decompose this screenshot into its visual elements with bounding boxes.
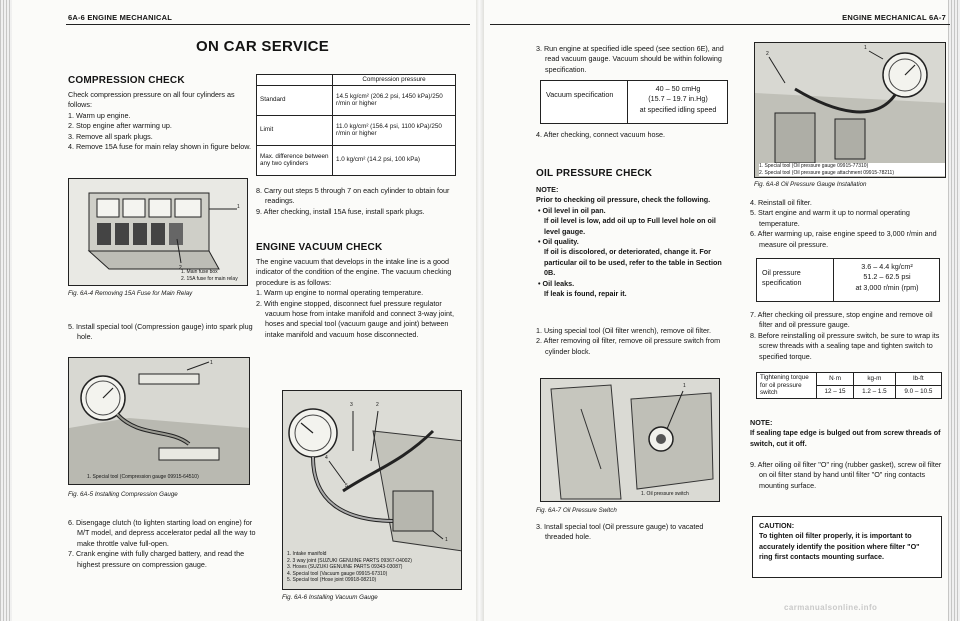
fig6-callout-1: 1 <box>445 537 448 543</box>
fig8-callout-2: 2 <box>766 51 769 57</box>
torque-label: Tightening torque for oil pressure switch <box>757 373 817 399</box>
oil-heading: OIL PRESSURE CHECK <box>536 168 653 179</box>
fig4-legend-item: 1. Main fuse box <box>181 269 218 275</box>
oil-bullet-title: Oil level in oil pan. <box>542 205 606 215</box>
torque-unit: lb-ft <box>895 373 941 386</box>
oil-step-6: 6. After warming up, raise engine speed to 3,000 r/min and measure oil pressure. <box>750 229 937 249</box>
oil-step-9: 9. After oiling oil filter "O" ring (rubber gasket), screw oil filter on oil filter stand by hand until filter "O" ring contacts mounting surface. <box>750 460 942 490</box>
table-row <box>257 85 456 115</box>
oil-bullet-title: Oil quality. <box>542 237 579 247</box>
oil-step-7: 7. After checking oil pressure, stop engine and remove oil filter and oil pressure gauge. <box>750 310 933 330</box>
left-page <box>0 0 476 621</box>
fig7-callout-1: 1 <box>683 383 686 389</box>
vacuum-spec-value: 40 – 50 cmHg <box>655 84 701 93</box>
oil-step-5: 5. Start engine and warm it up to normal operating temperature. <box>750 208 910 228</box>
fig-6a-8-caption: Fig. 6A-8 Oil Pressure Gauge Installation <box>754 181 867 188</box>
oil-note-block <box>536 185 732 299</box>
table-cell-label: Standard <box>257 85 333 115</box>
table-cell-label: Max. difference between any two cylinders <box>257 145 333 175</box>
oil-spec-divider <box>833 259 834 301</box>
vacuum-spec-box <box>540 80 728 124</box>
table-header: Compression pressure <box>333 75 456 86</box>
oil-note-text: Prior to checking oil pressure, check the following. <box>536 195 711 205</box>
left-page-header: 6A-6 ENGINE MECHANICAL <box>68 13 172 22</box>
vacuum-step-2: 2. With engine stopped, disconnect fuel pressure regulator vacuum hose from intake manifold and connect 3-way joint, hoses and special tool (vacuum gauge and joint) between intake manifold and vacuum hose disconnected. <box>256 298 454 339</box>
vacuum-step-3: 3. Run engine at specified idle speed (see section 6E), and read vacuum gauge. Vacuum should be within following specification. <box>536 44 724 74</box>
compression-intro: Check compression pressure on all four cylinders as follows: <box>68 90 235 110</box>
caution-box <box>752 516 942 578</box>
compression-steps-6-7 <box>68 518 258 570</box>
table-row <box>257 115 456 145</box>
table-cell-value: 14.5 kg/cm² (206.2 psi, 1450 kPa)/250 r/min or higher <box>333 85 456 115</box>
oil-spec-value: 51.2 – 62.5 psi <box>863 272 911 282</box>
table-row <box>757 373 942 386</box>
compression-step-5-block <box>68 322 258 343</box>
fig6-legend <box>287 551 459 584</box>
fig-6a-5-compression-gauge <box>68 357 250 485</box>
oil-steps-1-2 <box>536 326 732 357</box>
left-header-rule <box>66 24 470 25</box>
oil-step-4: 4. Reinstall oil filter. <box>750 198 812 207</box>
fig4-callout-1: 1 <box>237 204 240 210</box>
table-cell-value: 11.0 kg/cm² (156.4 psi, 1100 kPa)/250 r/min or higher <box>333 115 456 145</box>
caution-text: To tighten oil filter properly, it is important to accurately identify the position where filter "O" ring first contacts mounting surface. <box>759 531 920 562</box>
oil-step-2: 2. After removing oil filter, remove oil pressure switch from cylinder block. <box>536 336 721 356</box>
fig6-legend-item: 2. 3 way joint (SUZUKI GENUINE PARTS 09367-04002) <box>287 557 412 564</box>
fig8-legend-item: 1. Special tool (Oil pressure gauge 09915-77310) <box>759 163 869 169</box>
fig-6a-7-oil-pressure-switch <box>540 378 720 502</box>
vacuum-step-3-block <box>536 44 732 75</box>
oil-spec-label: Oil pressure specification <box>762 268 802 288</box>
watermark: carmanualsonline.info <box>784 603 878 612</box>
vacuum-step-4-block <box>536 130 732 140</box>
oil-step-3: 3. Install special tool (Oil pressure gauge) to vacated threaded hole. <box>536 522 704 542</box>
fig6-legend-item: 5. Special tool (Hose joint 09918-08210) <box>287 577 377 584</box>
oil-bullet-2: • Oil quality. <box>538 237 579 247</box>
fig-6a-6-vacuum-gauge <box>282 390 462 590</box>
torque-unit: N·m <box>817 373 854 386</box>
fig6-callout-3: 3 <box>350 402 353 408</box>
oil-gauge-illustration <box>755 43 946 178</box>
right-header-rule <box>490 24 950 25</box>
compression-step-8: 8. Carry out steps 5 through 7 on each cylinder to obtain four readings. <box>256 186 450 206</box>
vacuum-spec-values <box>629 84 727 115</box>
fig6-legend-item: 1. Intake manifold <box>287 551 327 557</box>
torque-value: 9.0 – 10.5 <box>895 385 941 398</box>
oil-note-2-text: If sealing tape edge is bulged out from screw threads of switch, cut it off. <box>750 428 941 448</box>
compression-step-3: 3. Remove all spark plugs. <box>68 131 153 141</box>
page-gutter <box>476 0 484 621</box>
compression-heading: COMPRESSION CHECK <box>68 75 185 86</box>
compression-step-2: 2. Stop engine after warming up. <box>68 121 172 131</box>
left-binding-edge <box>0 0 12 621</box>
caution-title: CAUTION: <box>759 521 795 530</box>
fig-6a-8-oil-pressure-gauge <box>754 42 946 178</box>
table-row <box>257 145 456 175</box>
compression-pressure-table <box>256 74 456 176</box>
oil-step-9-block <box>750 460 946 491</box>
oil-note-title: NOTE: <box>536 185 559 194</box>
compression-step-6: 6. Disengage clutch (to lighten starting load on engine) for M/T model, and depress accelerator pedal all the way to make throttle valve full-open. <box>68 518 256 548</box>
vacuum-spec-divider <box>627 81 628 123</box>
vacuum-step-4: 4. After checking, connect vacuum hose. <box>536 130 666 139</box>
right-binding-edge <box>948 0 960 621</box>
fig4-callout-2: 2 <box>179 265 182 271</box>
oil-pressure-spec-box <box>756 258 940 302</box>
vacuum-spec-value: at specified idling speed <box>639 104 717 114</box>
fig5-legend-item: 1. Special tool (Compression gauge 09915-64510) <box>87 474 199 480</box>
vacuum-intro-block <box>256 257 461 340</box>
oil-bullet-detail: If oil level is low, add oil up to Full level hole on oil level gauge. <box>544 216 716 236</box>
table-cell-value: 1.0 kg/cm² (14.2 psi, 100 kPa) <box>333 145 456 175</box>
right-page-header: ENGINE MECHANICAL 6A-7 <box>842 13 946 22</box>
oil-step-3-block <box>536 522 732 543</box>
oil-note-2-title: NOTE: <box>750 418 773 427</box>
fig-6a-5-caption: Fig. 6A-5 Installing Compression Gauge <box>68 491 178 498</box>
table-row <box>257 75 456 86</box>
compression-step-5: 5. Install special tool (Compression gauge) into spark plug hole. <box>68 322 253 342</box>
page-title: ON CAR SERVICE <box>196 38 330 55</box>
fig-6a-4-fuse-box <box>68 178 248 286</box>
compression-step-1: 1. Warm up engine. <box>68 110 131 120</box>
torque-table <box>756 372 942 399</box>
compression-intro-block <box>68 90 258 152</box>
fig7-legend-item: 1. Oil pressure switch <box>641 491 689 497</box>
fig4-legend-item: 2. 15A fuse for main relay <box>181 275 238 282</box>
oil-bullet-3: • Oil leaks. <box>538 278 575 288</box>
table-cell-label: Limit <box>257 115 333 145</box>
fig-6a-7-caption: Fig. 6A-7 Oil Pressure Switch <box>536 507 617 514</box>
compression-step-9: 9. After checking, install 15A fuse, install spark plugs. <box>256 206 425 216</box>
oil-note-2-block <box>750 418 946 449</box>
oil-bullet-1: • Oil level in oil pan. <box>538 205 606 215</box>
vacuum-step-1: 1. Warm up engine to normal operating temperature. <box>256 288 424 298</box>
fig8-legend-item: 2. Special tool (Oil pressure gauge attachment 09915-78211) <box>759 169 894 176</box>
compression-steps-8-9 <box>256 186 461 217</box>
oil-bullet-detail: If oil is discolored, or deteriorated, change it. For particular oil to be used, refer to the table in Section 0B. <box>544 247 722 278</box>
fig6-legend-item: 4. Special tool (Vacuum gauge 09915-67310) <box>287 570 388 577</box>
fig6-callout-2: 2 <box>376 402 379 408</box>
fig8-legend <box>759 163 945 176</box>
oil-switch-illustration <box>541 379 720 502</box>
vacuum-intro: The engine vacuum that develops in the intake line is a good indicator of the condition of the engine. The vacuum checking procedure is as follows: <box>256 257 452 287</box>
fig6-callout-4: 4 <box>325 455 328 461</box>
compression-step-4: 4. Remove 15A fuse for main relay shown in figure below. <box>68 142 251 152</box>
oil-bullet-title: Oil leaks. <box>542 278 575 288</box>
fig6-callout-5: 5 <box>345 483 348 489</box>
oil-step-1: 1. Using special tool (Oil filter wrench), remove oil filter. <box>536 326 711 335</box>
compression-step-7: 7. Crank engine with fully charged battery, and read the highest pressure on compression gauge. <box>68 549 245 569</box>
fig-6a-4-caption: Fig. 6A-4 Removing 15A Fuse for Main Relay <box>68 290 193 297</box>
oil-steps-4-6 <box>750 198 946 250</box>
torque-value: 12 – 15 <box>817 385 854 398</box>
fig6-legend-item: 3. Hoses (SUZUKI GENUINE PARTS 09343-03087) <box>287 564 403 571</box>
fig4-legend <box>181 269 238 282</box>
fig-6a-6-caption: Fig. 6A-6 Installing Vacuum Gauge <box>282 594 378 601</box>
oil-steps-7-8 <box>750 310 946 362</box>
oil-bullet-detail: If leak is found, repair it. <box>544 289 627 299</box>
oil-step-8: 8. Before reinstalling oil pressure switch, be sure to wrap its screw threads with a sealing tape and tighten switch to specified torque. <box>750 330 940 361</box>
vacuum-heading: ENGINE VACUUM CHECK <box>256 242 383 253</box>
compression-gauge-illustration <box>69 358 250 485</box>
right-page <box>484 0 960 621</box>
oil-spec-values <box>835 262 939 293</box>
fig8-callout-1: 1 <box>864 45 867 51</box>
torque-unit: kg-m <box>854 373 896 386</box>
oil-spec-value: 3.6 – 4.4 kg/cm² <box>861 262 913 271</box>
fig5-callout-1: 1 <box>210 360 213 366</box>
oil-spec-value: at 3,000 r/min (rpm) <box>855 282 919 292</box>
vacuum-spec-label: Vacuum specification <box>546 90 614 99</box>
torque-value: 1.2 – 1.5 <box>854 385 896 398</box>
vacuum-spec-value: (15.7 – 19.7 in.Hg) <box>648 94 708 104</box>
